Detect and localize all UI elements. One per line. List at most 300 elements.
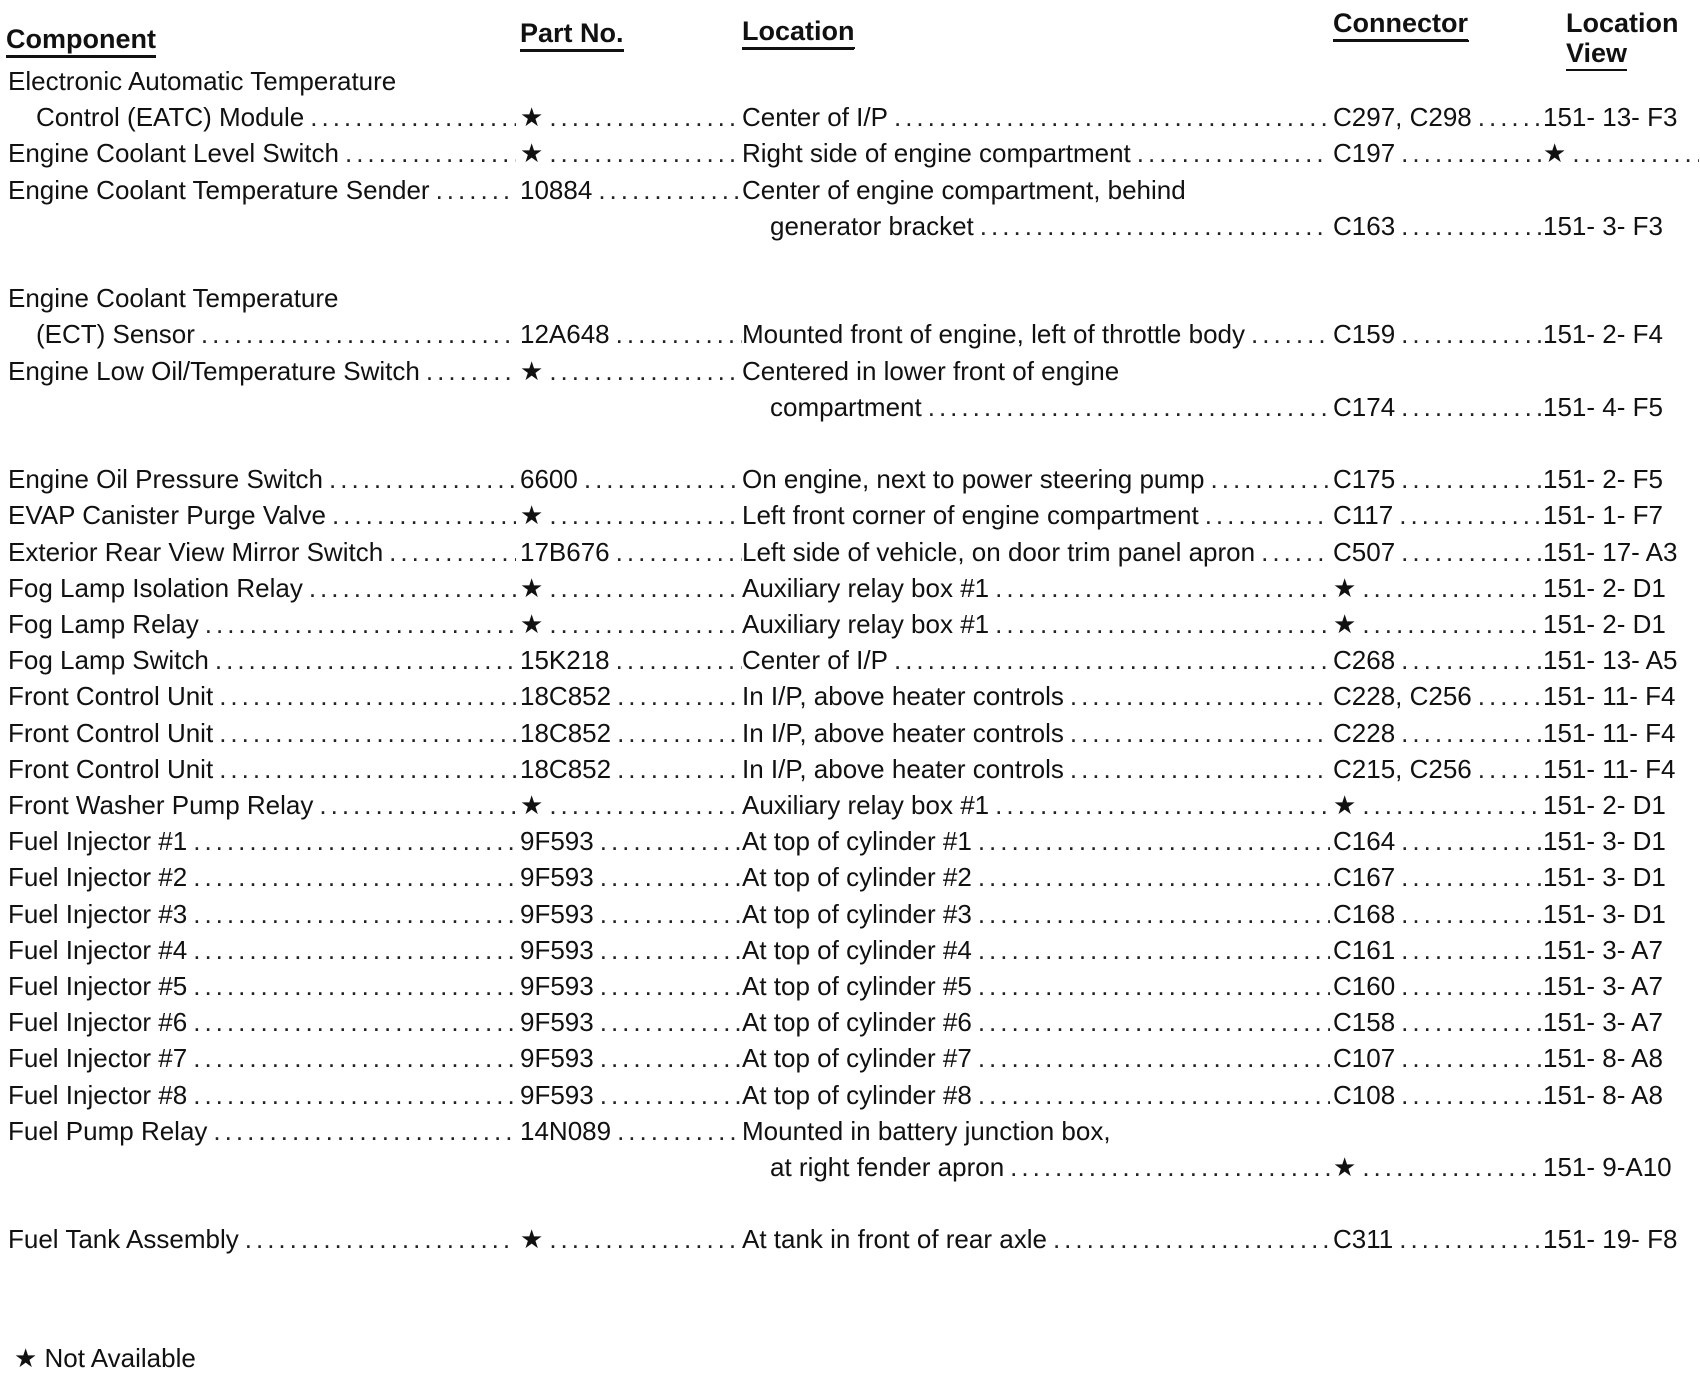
location-cell-text: At top of cylinder #6 — [742, 1007, 972, 1037]
leader-dots — [978, 895, 1330, 933]
location-cell-text: At top of cylinder #1 — [742, 826, 972, 856]
component-cell — [8, 786, 516, 824]
part-no-cell — [520, 895, 742, 933]
leader-dots — [600, 1076, 742, 1114]
part-no-cell — [520, 822, 742, 860]
leader-dots — [309, 569, 516, 607]
leader-dots — [1010, 1148, 1330, 1186]
connector-cell-text: C168 — [1333, 899, 1396, 929]
connector-cell-text: C158 — [1333, 1007, 1396, 1037]
connector-cell-text: C197 — [1333, 138, 1396, 168]
location-cell — [742, 460, 1330, 498]
leader-dots — [894, 98, 1330, 136]
part-no-cell-text: 9F593 — [520, 862, 594, 892]
table-row — [0, 786, 1700, 824]
leader-dots — [598, 171, 742, 209]
leader-dots — [617, 1112, 742, 1150]
leader-dots — [1401, 858, 1543, 896]
component-cell — [8, 641, 516, 679]
part-no-cell-text: ★ — [520, 102, 544, 132]
component-cell-text: Fuel Injector #8 — [8, 1080, 188, 1110]
location-view-cell — [1543, 822, 1699, 860]
leader-dots — [345, 134, 516, 172]
table-row — [0, 315, 1700, 353]
leader-dots — [616, 315, 742, 353]
component-cell-text: EVAP Canister Purge Valve — [8, 500, 326, 530]
location-cell — [742, 569, 1330, 607]
component-cell-text: Engine Oil Pressure Switch — [8, 464, 324, 494]
connector-cell-text: C164 — [1333, 826, 1396, 856]
location-cell — [742, 98, 1330, 136]
connector-cell — [1333, 1003, 1543, 1041]
leader-dots — [1401, 1039, 1543, 1077]
location-cell-text: Centered in lower front of engine — [742, 356, 1120, 386]
leader-dots — [193, 931, 516, 969]
location-cell — [742, 714, 1330, 752]
location-view-text: 151- 11- F4 — [1543, 754, 1676, 784]
location-view-cell — [1543, 641, 1699, 679]
leader-dots — [329, 460, 516, 498]
table-row — [0, 858, 1700, 896]
connector-cell-text: C297, C298 — [1333, 102, 1472, 132]
leader-dots — [549, 1220, 742, 1258]
location-view-cell — [1543, 967, 1699, 1005]
location-cell-text: Right side of engine compartment — [742, 138, 1131, 168]
connector-cell-text: C161 — [1333, 935, 1396, 965]
leader-dots — [310, 98, 516, 136]
connector-cell — [1333, 858, 1543, 896]
header-component: Component — [6, 24, 156, 57]
location-cell — [742, 967, 1330, 1005]
component-cell-text: Fog Lamp Switch — [8, 645, 209, 675]
part-no-cell-text: ★ — [520, 1224, 544, 1254]
location-view-cell — [1543, 1039, 1699, 1077]
part-no-cell-text: 9F593 — [520, 935, 594, 965]
location-cell-text: Mounted front of engine, left of throttle body — [742, 319, 1245, 349]
leader-dots — [215, 641, 516, 679]
location-cell-text: Center of I/P — [742, 645, 888, 675]
component-cell-text: Engine Coolant Temperature Sender — [8, 175, 430, 205]
part-no-cell-text: 9F593 — [520, 971, 594, 1001]
leader-dots — [600, 822, 742, 860]
location-view-cell — [1543, 786, 1699, 824]
location-cell — [742, 1076, 1330, 1114]
connector-cell-text: ★ — [1333, 790, 1357, 820]
leader-dots — [426, 352, 516, 390]
location-view-text: 151- 11- F4 — [1543, 681, 1676, 711]
header-connector: Connector — [1333, 8, 1468, 41]
table-row — [0, 62, 1700, 100]
location-cell — [742, 171, 1330, 209]
leader-dots — [219, 750, 516, 788]
connector-cell — [1333, 822, 1543, 860]
leader-dots — [1401, 315, 1543, 353]
leader-dots — [1478, 98, 1543, 136]
location-cell-text: generator bracket — [770, 211, 974, 241]
location-cell-text: At tank in front of rear axle — [742, 1224, 1047, 1254]
leader-dots — [1401, 533, 1543, 571]
leader-dots — [332, 496, 516, 534]
leader-dots — [201, 315, 516, 353]
leader-dots — [600, 1003, 742, 1041]
location-view-cell — [1543, 931, 1699, 969]
leader-dots — [995, 569, 1330, 607]
location-cell — [742, 496, 1330, 534]
location-cell-text: At top of cylinder #3 — [742, 899, 972, 929]
leader-dots — [1401, 1003, 1543, 1041]
component-cell-text: Engine Low Oil/Temperature Switch — [8, 356, 420, 386]
connector-cell — [1333, 98, 1543, 136]
leader-dots — [1572, 134, 1699, 172]
location-cell — [770, 388, 1330, 426]
component-cell — [8, 352, 516, 390]
location-view-cell — [1543, 207, 1699, 245]
component-cell-text: Front Control Unit — [8, 681, 214, 711]
table-row — [0, 1076, 1700, 1114]
component-cell-text: Fuel Injector #3 — [8, 899, 188, 929]
location-view-text: 151- 13- F3 — [1543, 102, 1678, 132]
location-cell-text: Center of engine compartment, behind — [742, 175, 1186, 205]
part-no-cell-text: ★ — [520, 138, 544, 168]
location-cell — [742, 533, 1330, 571]
leader-dots — [1401, 822, 1543, 860]
connector-cell-text: C228, C256 — [1333, 681, 1472, 711]
table-row — [0, 388, 1700, 426]
location-view-text: 151- 3- D1 — [1543, 862, 1666, 892]
connector-cell-text: C108 — [1333, 1080, 1396, 1110]
table-row — [0, 134, 1700, 172]
part-no-cell — [520, 569, 742, 607]
location-view-text: 151- 13- A5 — [1543, 645, 1678, 675]
component-cell — [8, 1112, 516, 1150]
table-row — [0, 895, 1700, 933]
part-no-cell — [520, 786, 742, 824]
table-row — [0, 750, 1700, 788]
part-no-cell-text: 10884 — [520, 175, 593, 205]
connector-cell-text: C163 — [1333, 211, 1396, 241]
component-cell-text: Fuel Injector #5 — [8, 971, 188, 1001]
connector-cell — [1333, 315, 1543, 353]
leader-dots — [1205, 496, 1330, 534]
leader-dots — [617, 714, 742, 752]
table-row — [0, 931, 1700, 969]
leader-dots — [1053, 1220, 1330, 1258]
header-underline — [1333, 40, 1469, 42]
location-view-text: 151- 19- F8 — [1543, 1224, 1678, 1254]
connector-cell — [1333, 750, 1543, 788]
leader-dots — [616, 641, 742, 679]
part-no-cell-text: 9F593 — [520, 1043, 594, 1073]
location-cell-text: At top of cylinder #2 — [742, 862, 972, 892]
part-no-cell — [520, 460, 742, 498]
connector-cell-text: C117 — [1333, 500, 1394, 530]
location-view-text: 151- 4- F5 — [1543, 392, 1663, 422]
part-no-cell-text: 18C852 — [520, 718, 612, 748]
table-row — [0, 1003, 1700, 1041]
leader-dots — [978, 1003, 1330, 1041]
leader-dots — [193, 1076, 516, 1114]
leader-dots — [205, 605, 516, 643]
leader-dots — [584, 460, 742, 498]
part-no-cell — [520, 134, 742, 172]
component-cell-text: Electronic Automatic Temperature — [8, 66, 397, 96]
table-row — [0, 460, 1700, 498]
part-no-cell-text: 14N089 — [520, 1116, 612, 1146]
location-cell — [742, 858, 1330, 896]
component-cell-text: Fuel Pump Relay — [8, 1116, 208, 1146]
leader-dots — [193, 1039, 516, 1077]
leader-dots — [549, 134, 742, 172]
location-cell-text: at right fender apron — [770, 1152, 1005, 1182]
part-no-cell — [520, 1003, 742, 1041]
component-cell — [36, 98, 516, 136]
location-cell-text: Auxiliary relay box #1 — [742, 573, 990, 603]
connector-cell-text: ★ — [1333, 609, 1357, 639]
component-cell-text: Exterior Rear View Mirror Switch — [8, 537, 384, 567]
part-no-cell — [520, 967, 742, 1005]
location-view-text: 151- 17- A3 — [1543, 537, 1678, 567]
leader-dots — [1401, 207, 1543, 245]
location-cell-text: Auxiliary relay box #1 — [742, 790, 990, 820]
location-cell-text: At top of cylinder #4 — [742, 935, 972, 965]
component-cell — [8, 460, 516, 498]
leader-dots — [1399, 496, 1543, 534]
component-cell-text: Fuel Tank Assembly — [8, 1224, 239, 1254]
leader-dots — [978, 931, 1330, 969]
location-view-cell — [1543, 858, 1699, 896]
location-cell-text: In I/P, above heater controls — [742, 718, 1064, 748]
table-row — [0, 98, 1700, 136]
leader-dots — [600, 967, 742, 1005]
leader-dots — [978, 858, 1330, 896]
connector-cell-text: C268 — [1333, 645, 1396, 675]
leader-dots — [1362, 1148, 1543, 1186]
location-view-text: 151- 2- D1 — [1543, 609, 1666, 639]
part-no-cell — [520, 750, 742, 788]
connector-cell — [1333, 605, 1543, 643]
location-view-cell — [1543, 605, 1699, 643]
location-cell-text: At top of cylinder #8 — [742, 1080, 972, 1110]
connector-cell-text: ★ — [1333, 1152, 1357, 1182]
leader-dots — [193, 822, 516, 860]
part-no-cell-text: 18C852 — [520, 681, 612, 711]
part-no-cell-text: 18C852 — [520, 754, 612, 784]
location-cell — [742, 1112, 1330, 1150]
leader-dots — [894, 641, 1330, 679]
leader-dots — [549, 605, 742, 643]
table-row — [0, 967, 1700, 1005]
part-no-cell — [520, 1112, 742, 1150]
location-view-cell — [1543, 134, 1699, 172]
location-cell-text: compartment — [770, 392, 922, 422]
component-cell-text: Engine Coolant Temperature — [8, 283, 339, 313]
table-row — [0, 1039, 1700, 1077]
leader-dots — [980, 207, 1330, 245]
component-cell — [8, 967, 516, 1005]
table-row — [0, 533, 1700, 571]
location-cell-text: In I/P, above heater controls — [742, 754, 1064, 784]
table-row — [0, 1220, 1700, 1258]
table-row — [0, 714, 1700, 752]
part-no-cell-text: ★ — [520, 609, 544, 639]
connector-cell-text: C159 — [1333, 319, 1396, 349]
location-cell — [742, 786, 1330, 824]
component-cell — [8, 931, 516, 969]
location-view-text: 151- 3- A7 — [1543, 935, 1663, 965]
leader-dots — [1401, 931, 1543, 969]
leader-dots — [1478, 677, 1543, 715]
location-view-cell — [1543, 677, 1699, 715]
component-cell — [8, 605, 516, 643]
part-no-cell — [520, 315, 742, 353]
component-cell-text: Front Washer Pump Relay — [8, 790, 314, 820]
location-view-cell — [1543, 496, 1699, 534]
connector-cell — [1333, 895, 1543, 933]
part-no-cell-text: ★ — [520, 790, 544, 820]
leader-dots — [1399, 1220, 1543, 1258]
component-cell — [8, 858, 516, 896]
part-no-cell-text: 9F593 — [520, 1007, 594, 1037]
leader-dots — [928, 388, 1330, 426]
connector-cell-text: C215, C256 — [1333, 754, 1472, 784]
component-cell — [8, 134, 516, 172]
leader-dots — [1251, 315, 1330, 353]
part-no-cell — [520, 1220, 742, 1258]
location-cell — [742, 895, 1330, 933]
part-no-cell-text: 9F593 — [520, 1080, 594, 1110]
connector-cell — [1333, 134, 1543, 172]
part-no-cell — [520, 171, 742, 209]
component-cell-text: Control (EATC) Module — [36, 102, 305, 132]
leader-dots — [600, 1039, 742, 1077]
component-cell — [8, 714, 516, 752]
location-cell — [742, 931, 1330, 969]
connector-cell — [1333, 388, 1543, 426]
leader-dots — [319, 786, 516, 824]
location-cell — [742, 677, 1330, 715]
table-row — [0, 641, 1700, 679]
component-cell — [8, 533, 516, 571]
component-cell-text: Front Control Unit — [8, 718, 214, 748]
connector-cell-text: C167 — [1333, 862, 1396, 892]
leader-dots — [978, 1076, 1330, 1114]
leader-dots — [1362, 569, 1543, 607]
connector-cell-text: C107 — [1333, 1043, 1396, 1073]
leader-dots — [617, 677, 742, 715]
leader-dots — [995, 786, 1330, 824]
location-cell — [770, 1148, 1330, 1186]
component-cell — [8, 171, 516, 209]
part-no-cell — [520, 1039, 742, 1077]
location-view-cell — [1543, 895, 1699, 933]
leader-dots — [978, 822, 1330, 860]
location-view-text: 151- 11- F4 — [1543, 718, 1676, 748]
part-no-cell-text: ★ — [520, 573, 544, 603]
location-cell — [742, 822, 1330, 860]
location-view-text: 151- 2- F4 — [1543, 319, 1663, 349]
table-row — [0, 677, 1700, 715]
component-cell — [36, 315, 516, 353]
location-view-cell — [1543, 98, 1699, 136]
location-cell-text: On engine, next to power steering pump — [742, 464, 1205, 494]
leader-dots — [1070, 714, 1330, 752]
leader-dots — [1211, 460, 1330, 498]
location-view-text: 151- 2- D1 — [1543, 790, 1666, 820]
leader-dots — [1401, 641, 1543, 679]
location-cell-text: Left front corner of engine compartment — [742, 500, 1199, 530]
leader-dots — [389, 533, 516, 571]
component-cell-text: Fog Lamp Relay — [8, 609, 199, 639]
connector-cell-text: C507 — [1333, 537, 1396, 567]
connector-cell-text: C228 — [1333, 718, 1396, 748]
leader-dots — [213, 1112, 516, 1150]
component-cell-text: Fuel Injector #7 — [8, 1043, 188, 1073]
location-view-cell — [1543, 714, 1699, 752]
component-cell-text: Fuel Injector #4 — [8, 935, 188, 965]
connector-cell — [1333, 786, 1543, 824]
part-no-cell-text: 6600 — [520, 464, 578, 494]
location-cell — [742, 1003, 1330, 1041]
connector-cell — [1333, 207, 1543, 245]
leader-dots — [600, 858, 742, 896]
leader-dots — [219, 714, 516, 752]
location-view-cell — [1543, 1220, 1699, 1258]
location-view-text: 151- 3- D1 — [1543, 826, 1666, 856]
part-no-cell — [520, 496, 742, 534]
location-cell-text: Mounted in battery junction box, — [742, 1116, 1111, 1146]
leader-dots — [193, 967, 516, 1005]
location-cell — [742, 641, 1330, 679]
leader-dots — [1362, 605, 1543, 643]
leader-dots — [616, 533, 742, 571]
leader-dots — [1137, 134, 1330, 172]
location-cell-text: At top of cylinder #5 — [742, 971, 972, 1001]
header-part-no: Part No. — [520, 18, 624, 51]
leader-dots — [193, 858, 516, 896]
table-row — [0, 171, 1700, 209]
header-underline — [6, 56, 156, 58]
location-view-text: 151- 2- D1 — [1543, 573, 1666, 603]
leader-dots — [219, 677, 516, 715]
connector-cell — [1333, 1076, 1543, 1114]
table-row — [0, 1112, 1700, 1150]
location-cell — [742, 134, 1330, 172]
part-no-cell — [520, 98, 742, 136]
location-cell — [742, 750, 1330, 788]
connector-cell — [1333, 569, 1543, 607]
component-cell — [8, 822, 516, 860]
leader-dots — [1478, 750, 1543, 788]
part-no-cell-text: ★ — [520, 356, 544, 386]
component-cell-text: Fuel Injector #6 — [8, 1007, 188, 1037]
location-cell — [770, 207, 1330, 245]
part-no-cell-text: 9F593 — [520, 826, 594, 856]
part-no-cell-text: ★ — [520, 500, 544, 530]
location-view-text: 151- 3- A7 — [1543, 971, 1663, 1001]
component-cell — [8, 496, 516, 534]
leader-dots — [600, 931, 742, 969]
leader-dots — [436, 171, 516, 209]
location-view-cell — [1543, 1003, 1699, 1041]
location-cell — [742, 1039, 1330, 1077]
connector-cell-text: C175 — [1333, 464, 1396, 494]
table-row — [0, 605, 1700, 643]
component-cell — [8, 1220, 516, 1258]
connector-cell — [1333, 714, 1543, 752]
connector-cell — [1333, 967, 1543, 1005]
leader-dots — [549, 352, 742, 390]
location-cell-text: Center of I/P — [742, 102, 888, 132]
